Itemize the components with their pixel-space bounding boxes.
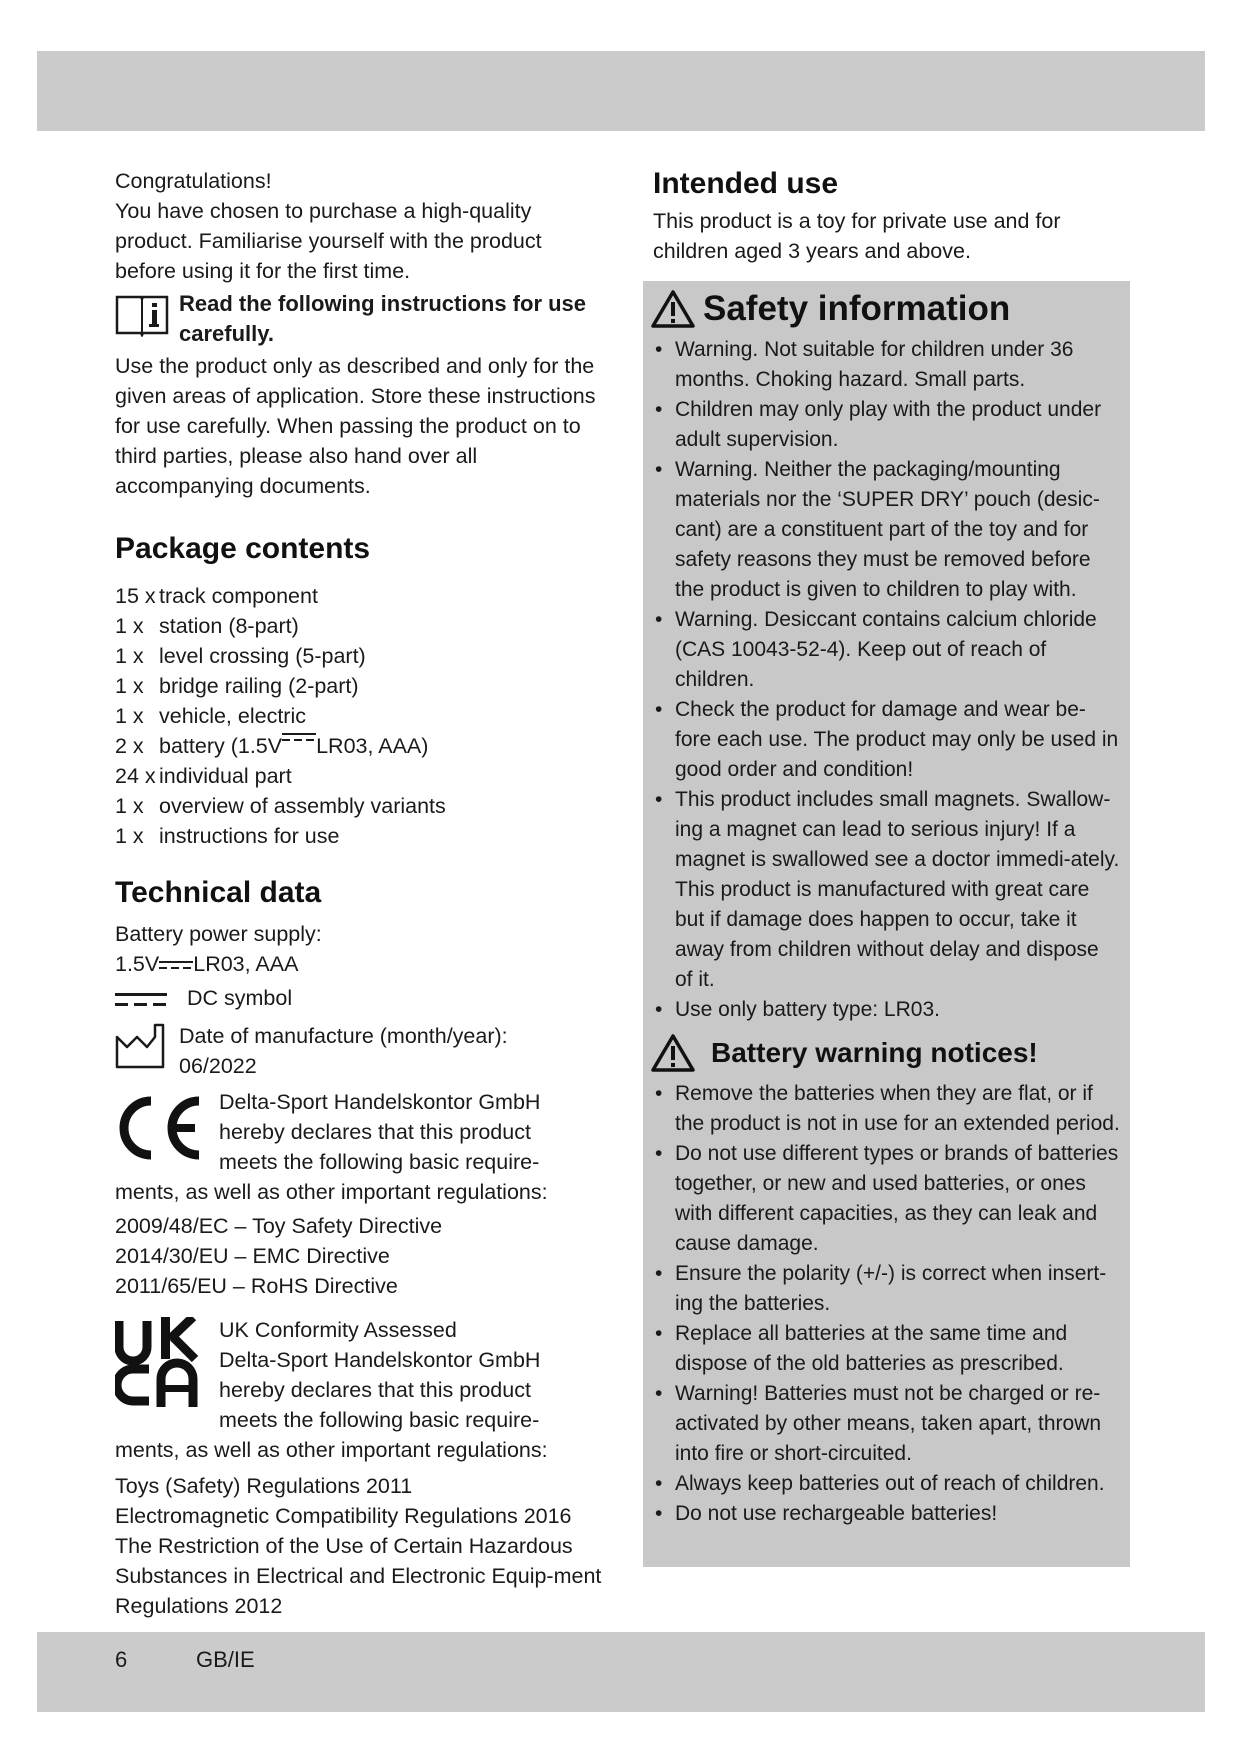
manufacturer-factory-icon [115,1023,165,1069]
ce-directive: 2014/30/EU – EMC Directive [115,1244,390,1268]
ukca-declaration-line: UK Conformity Assessed [219,1318,457,1342]
list-item: • Always keep batteries out of reach of children. [651,1469,1121,1499]
ce-mark-icon [115,1093,207,1163]
list-item: • Remove the batteries when they are flat, or if the product is not in use for an extended period. [651,1079,1121,1139]
ukca-declaration-line: Delta-Sport Handelskontor GmbH [219,1348,541,1372]
safety-information-box [643,281,1130,1567]
usage-paragraph: Use the product only as described and only for the given areas of application. Store these instructions for use carefully. When passing the product on to third parties, please also hand over all accompanying documents. [115,354,596,498]
dc-symbol-label: DC symbol [187,986,293,1010]
manufacture-date-row [115,1021,605,1081]
ce-declaration [115,1087,605,1177]
page-number: 6 [115,1647,128,1672]
ukca-declaration-line: hereby declares that this product [219,1378,531,1402]
right-column [653,166,1133,266]
list-item: 15 x track component [115,584,318,608]
battery-supply-label: Battery power supply: [115,922,322,946]
intended-use-heading: Intended use [653,167,839,200]
warning-triangle-icon [651,289,695,329]
list-item: • Ensure the polarity (+/-) is correct when insert-ing the batteries. [651,1259,1121,1319]
list-item: 1 x instructions for use [115,824,340,848]
package-contents-heading: Package contents [115,532,371,565]
ce-declaration-line: Delta-Sport Handelskontor GmbH [219,1090,541,1114]
uk-regulation: Toys (Safety) Regulations 2011 [115,1474,413,1498]
read-manual-icon [115,291,169,337]
list-item: 1 x vehicle, electric [115,704,306,728]
list-item: • Warning! Batteries must not be charged or re-activated by other means, taken apart, thrown into fire or short-circuited. [651,1379,1121,1469]
dc-symbol-row [115,983,605,1013]
battery-warning-list [651,1079,1121,1529]
battery-supply-value: 1.5V LR03, AAA [115,952,299,976]
left-column [115,166,605,1621]
read-instructions-notice [115,289,605,349]
dc-symbol-icon [115,993,167,1009]
ce-declaration-line: meets the following basic require- [219,1150,540,1174]
ukca-declaration-line: meets the following basic require- [219,1408,540,1432]
intro-paragraph: You have chosen to purchase a high-quality product. Familiarise yourself with the product before using it for the first time. [115,199,542,283]
warning-triangle-icon [651,1033,695,1073]
language-code: GB/IE [196,1647,255,1672]
list-item: • Check the product for damage and wear be-fore each use. The product may only be used in good order and condition! [651,695,1121,785]
list-item: 1 x bridge railing (2-part) [115,674,359,698]
uk-regulation: Electromagnetic Compatibility Regulations 2016 [115,1504,572,1528]
list-item: • Replace all batteries at the same time and dispose of the old batteries as prescribed. [651,1319,1121,1379]
list-item: 1 x level crossing (5-part) [115,644,366,668]
list-item: • Children may only play with the product under adult supervision. [651,395,1121,455]
ce-directive: 2009/48/EC – Toy Safety Directive [115,1214,443,1238]
list-item: • Warning. Desiccant contains calcium chloride (CAS 10043-52-4). Keep out of reach of children. [651,605,1121,695]
list-item: • Do not use rechargeable batteries! [651,1499,1121,1529]
battery-warning-heading: Battery warning notices! [651,1033,1121,1073]
ce-directive: 2011/65/EU – RoHS Directive [115,1274,398,1298]
read-instructions-text: Read the following instructions for use carefully. [179,291,587,346]
list-item: 2 x battery (1.5V LR03, AAA) [115,731,605,761]
safety-information-list [651,335,1121,1025]
ukca-declaration [115,1315,605,1435]
intended-use-text: This product is a toy for private use and for children aged 3 years and above. [653,209,1061,263]
list-item: 24 x individual part [115,764,292,788]
dc-symbol-icon [159,959,193,971]
ce-declaration-line: hereby declares that this product [219,1120,531,1144]
list-item: • Do not use different types or brands of batteries together, or new and used batteries, or ones with different capacities, as they can leak and cause damage. [651,1139,1121,1259]
technical-data-heading: Technical data [115,876,322,909]
list-item: 1 x station (8-part) [115,614,299,638]
header-band [37,51,1205,131]
package-contents-list [115,581,605,851]
manufacture-date-label: Date of manufacture (month/year): [179,1024,508,1048]
list-item: • Warning. Neither the packaging/mounting materials nor the ‘SUPER DRY’ pouch (desic-cant) are a constituent part of the toy and for safety reasons they must be removed before the product is given to children to play with. [651,455,1121,605]
list-item: • Use only battery type: LR03. [651,995,1121,1025]
ukca-declaration-tail: ments, as well as other important regulations: [115,1438,548,1462]
manufacture-date-value: 06/2022 [179,1054,257,1078]
dc-symbol-icon [282,731,316,743]
ukca-mark-icon [115,1317,207,1407]
list-item: • This product includes small magnets. Swallow-ing a magnet can lead to serious injury! If a magnet is swallowed see a doctor immedi-ately. This product is manufactured with great care but if damage does happen to occur, take it away from children without delay and dispose of it. [651,785,1121,995]
list-item: • Warning. Not suitable for children under 36 months. Choking hazard. Small parts. [651,335,1121,395]
uk-regulation: The Restriction of the Use of Certain Hazardous Substances in Electrical and Electronic Equip-ment Regulations 2012 [115,1534,602,1618]
greeting: Congratulations! [115,169,272,193]
safety-information-heading: Safety information [651,289,1121,329]
list-item: 1 x overview of assembly variants [115,794,446,818]
ce-declaration-tail: ments, as well as other important regulations: [115,1180,548,1204]
